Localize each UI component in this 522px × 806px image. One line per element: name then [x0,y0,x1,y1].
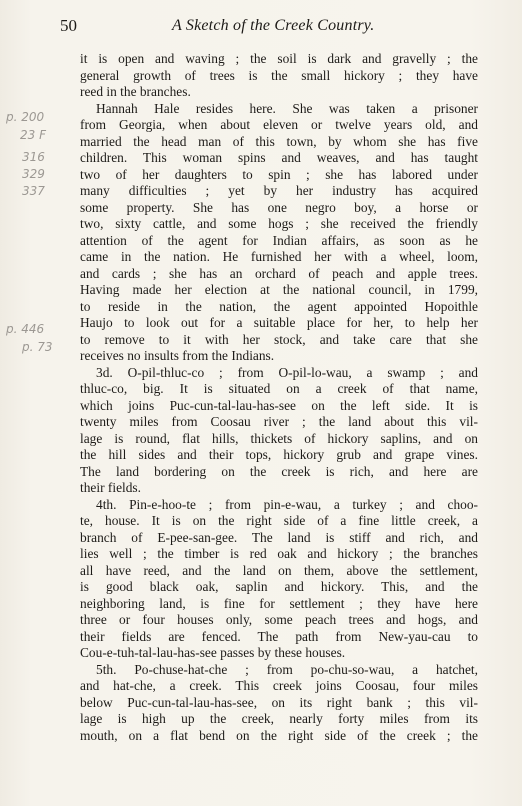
text-line: 4th. Pin-e-hoo-te ; from pin-e-wau, a turkey ; and choo- [96,496,478,512]
running-title: A Sketch of the Creek Country. [172,17,375,34]
text-line: mouth, on a flat bend on the right side of the creek ; the [80,727,478,743]
text-line: lage is high up the creek, nearly forty miles from its [80,711,478,726]
text-line: thluc-co, big. It is situated on a creek of that name, [80,381,478,396]
text-line: attention of the agent for Indian affairs, as soon as he [80,232,478,248]
text-line: children. This woman spins and weaves, and has taught [80,150,478,165]
page-number: 50 [60,16,77,35]
text-line: Haujo to look out for a suitable place for her, to help her [80,315,478,330]
text-line: their fields are fenced. The path from New-yau-cau to [80,628,478,644]
text-line: reed in the branches. [80,84,191,99]
text-line: twenty miles from Coosau river ; the land about this vil- [80,414,478,429]
text-line: some property. She has one negro boy, a horse or [80,199,478,215]
body-text [80,51,478,744]
margin-note: p. 446 [6,322,45,336]
text-line: general growth of trees is the small hickory ; they have [80,67,478,83]
text-line: two, sixty cattle, and some hogs ; she received the friendly [80,216,478,231]
text-line: 3d. O-pil-thluc-co ; from O-pil-lo-wau, a swamp ; and [96,364,478,380]
text-line: to reside in the nation, the agent appointed Hopoithle [80,298,478,314]
text-line: to remove to it with her stock, and take care that she [80,331,478,347]
margin-note: 329 [22,167,45,181]
margin-note: 23 F [20,128,46,142]
text-line: and cards ; she has an orchard of peach and apple trees. [80,265,478,281]
text-line: Cou-e-tuh-tal-lau-has-see passes by these houses. [80,645,346,660]
text-line: two of her daughters to spin ; she has labored under [80,166,478,182]
text-line: is good black oak, saplin and hickory. This, and the [80,579,478,594]
text-line: it is open and waving ; the soil is dark and gravelly ; the [80,51,478,66]
text-line: from Georgia, when about eleven or twelve years old, and [80,117,478,132]
text-line: neighboring land, is fine for settlement ; they have here [80,595,478,611]
text-line: 5th. Po-chuse-hat-che ; from po-chu-so-wau, a hatchet, [96,661,478,677]
text-line: The land bordering on the creek is rich, and here are [80,463,478,479]
text-line: branch of E-pee-san-gee. The land is stiff and rich, and [80,529,478,545]
text-line: lies well ; the timber is red oak and hickory ; the branches [80,546,478,561]
text-line: Having made her election at the national council, in 1799, [80,282,478,297]
text-line: three or four houses only, some peach trees and hogs, and [80,612,478,627]
text-line: all have reed, and the land on them, above the settlement, [80,562,478,578]
text-line: came in the nation. He furnished her with a wheel, loom, [80,249,478,264]
margin-note: p. 200 [6,110,45,124]
text-line: receives no insults from the Indians. [80,348,275,363]
text-line: the hill sides and their tops, hickory grub and grape vines. [80,447,478,462]
margin-note: 337 [22,184,45,198]
text-line: which joins Puc-cun-tal-lau-has-see on the left side. It is [80,397,478,413]
text-line: Hannah Hale resides here. She was taken a prisoner [96,100,478,116]
text-line: lage is round, flat hills, thickets of hickory saplins, and on [80,430,478,446]
text-line: married the head man of this town, by whom she has five [80,133,478,149]
margin-note: 316 [22,150,45,164]
text-line: below Puc-cun-tal-lau-has-see, on its right bank ; this vil- [80,694,478,710]
page-header [60,16,480,40]
text-line: te, house. It is on the right side of a fine little creek, a [80,513,478,528]
text-line: their fields. [80,480,141,495]
text-line: many difficulties ; yet by her industry has acquired [80,183,478,198]
margin-note: p. 73 [22,340,53,354]
text-line: and hat-che, a creek. This creek joins Coosau, four miles [80,678,478,693]
